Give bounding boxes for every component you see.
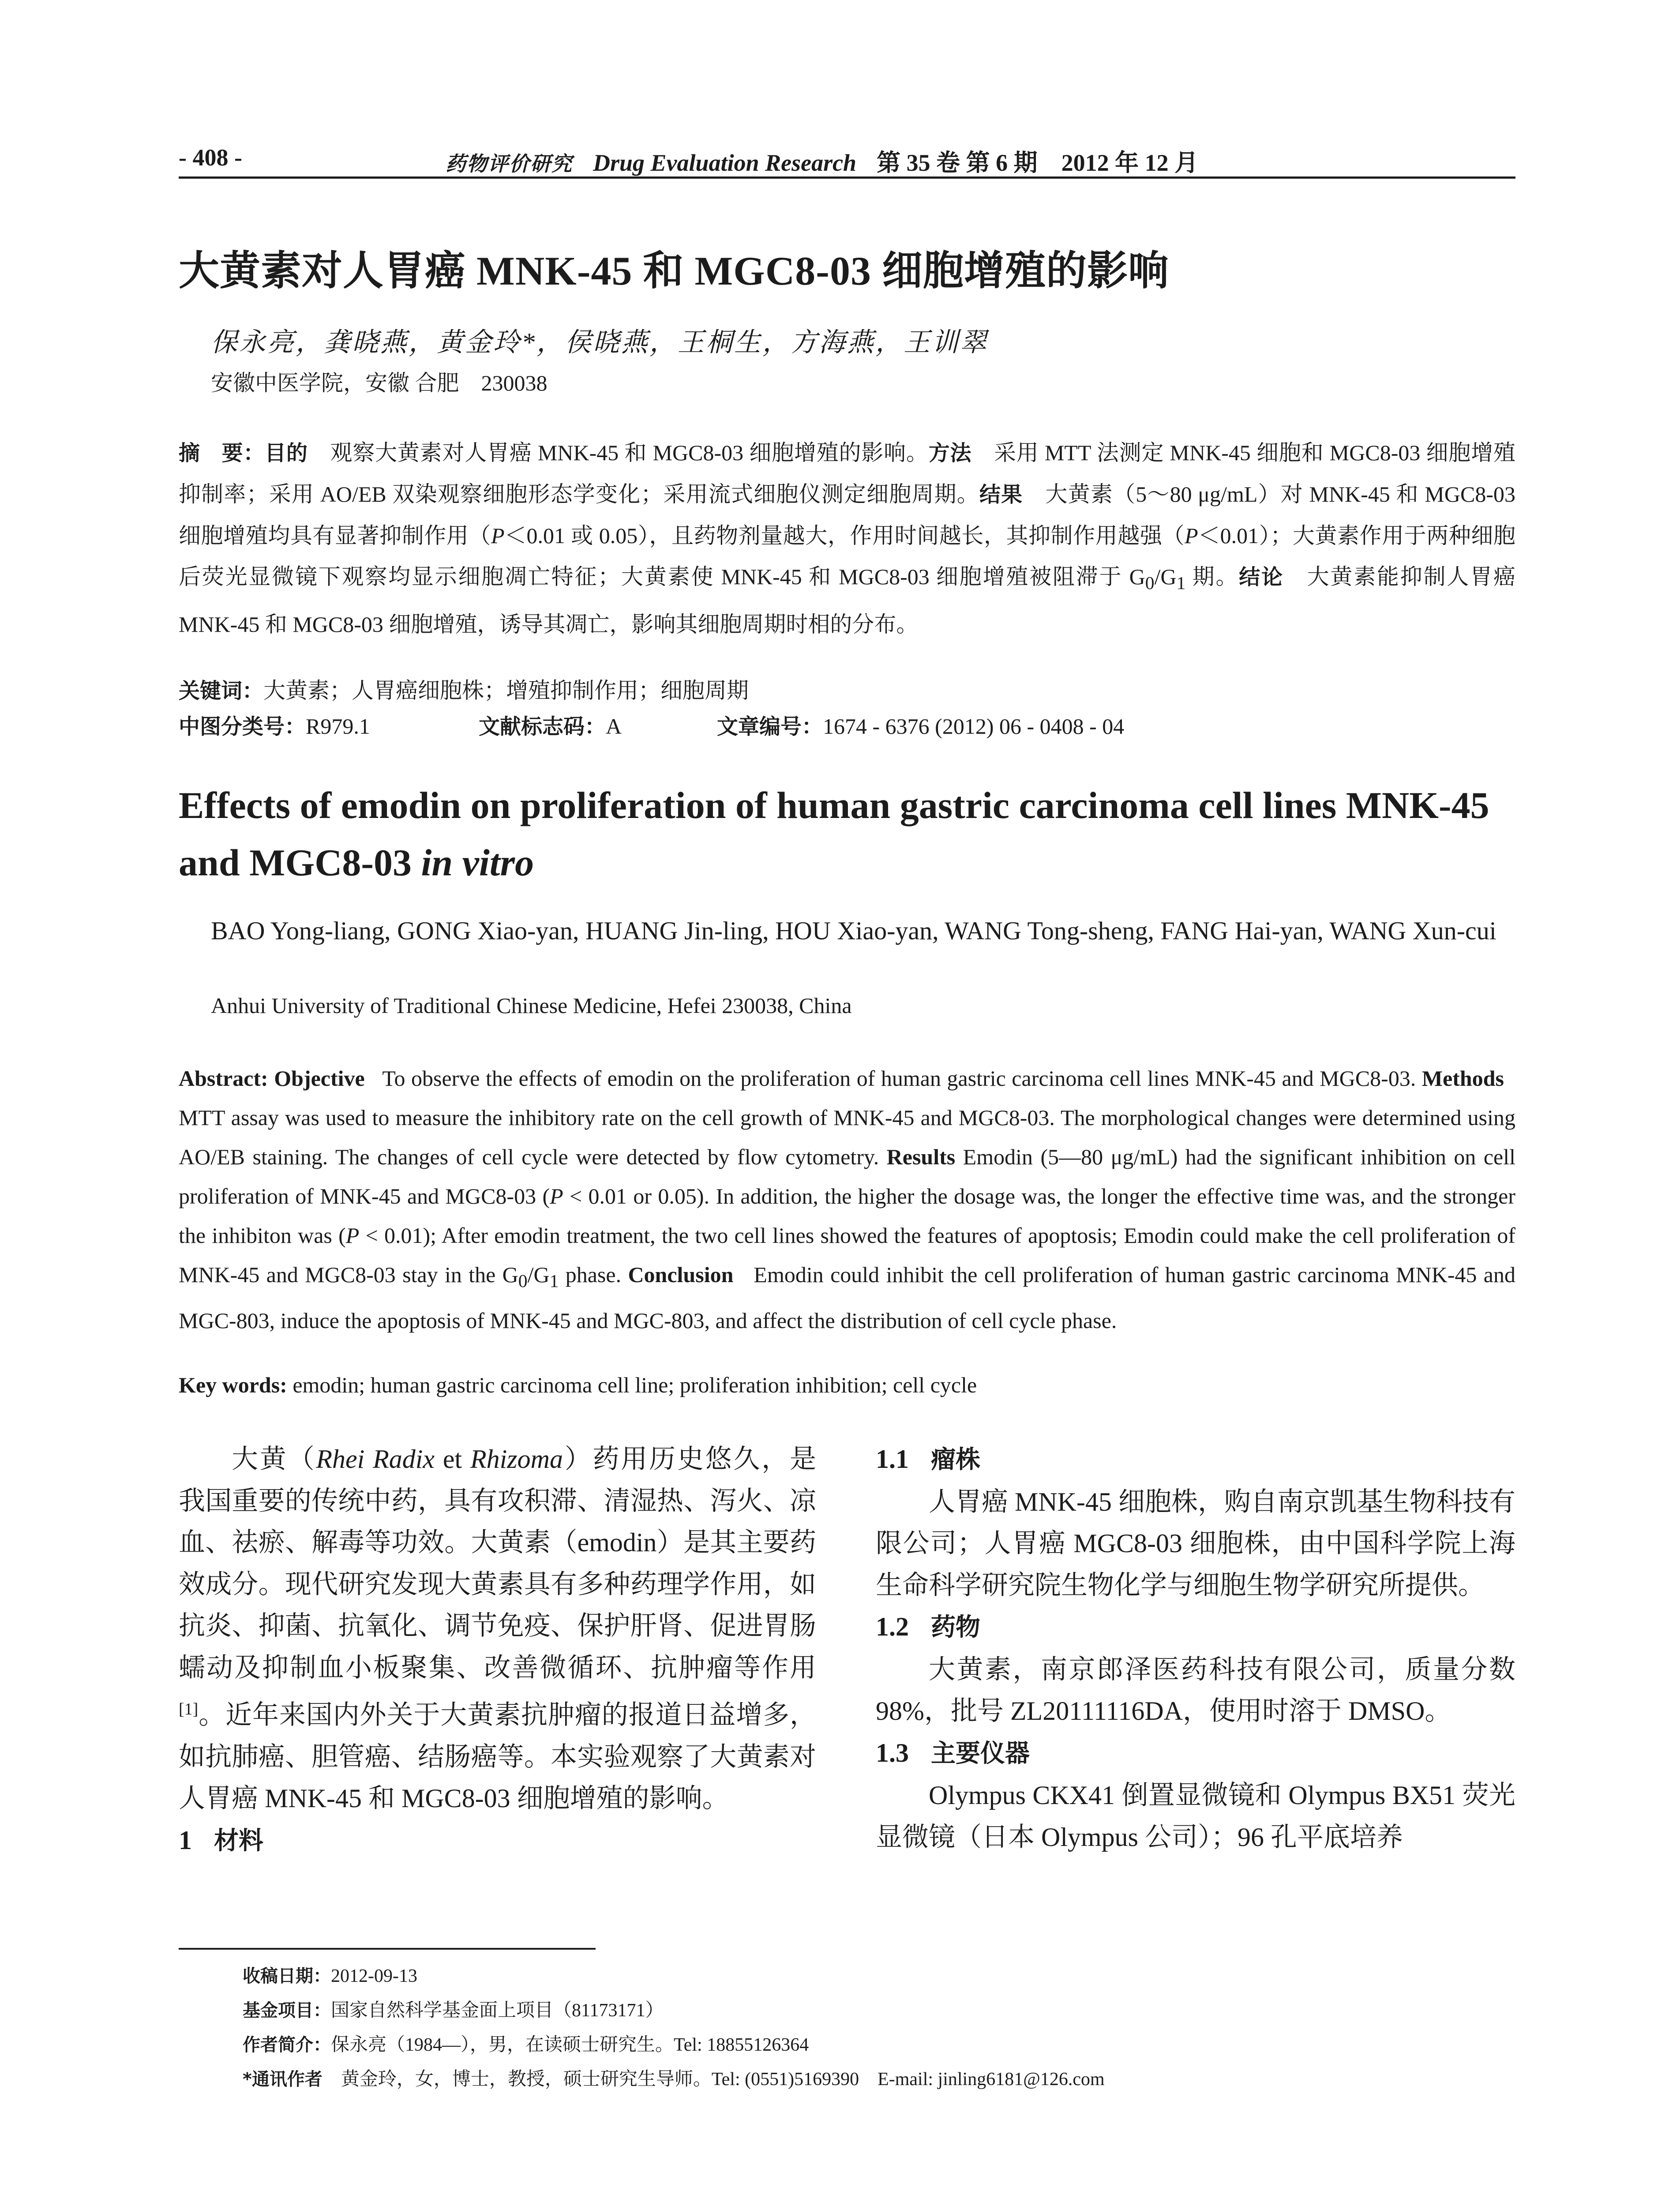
results-label-en: Results	[886, 1144, 956, 1169]
p-value-symbol: P	[491, 523, 505, 548]
footnote-corresponding	[243, 2062, 1522, 2097]
authors-cn: 保永亮，龚晓燕，黄金玲*，侯晓燕，王桐生，方海燕，王训翠	[211, 328, 988, 357]
intro-paragraph	[179, 1438, 816, 1820]
journal-header	[446, 144, 1198, 178]
intro-text: ）药用历史悠久，是我国重要的传统中药，具有攻积滞、清湿热、泻火、凉血、祛瘀、解毒等功效。大黄素（emodin）是其主要药效成分。现代研究发现大黄素具有多种药理学作用，如抗炎、抑菌、抗氧化、调节免疫、保护肝肾、促进胃肠蠕动及抑制血小板聚集、改善微循环、抗肿瘤等作用	[179, 1444, 817, 1682]
authors-en: BAO Yong-liang, GONG Xiao-yan, HUANG Jin-ling, HOU Xiao-yan, WANG Tong-sheng, FANG Hai-yan, WANG Xun-cui	[211, 916, 1496, 945]
p-value-symbol: P	[550, 1184, 563, 1208]
abstract-cn-label: 摘 要：	[179, 441, 265, 465]
doc-value: A	[606, 714, 622, 739]
results-cn-part: ＜0.01）；大黄素作用于两种细胞后荧光显微镜下观察均显示细胞凋亡特征；大黄素使 MNK-45 和 MGC8-03 细胞增殖被阻滞于 G	[179, 523, 1516, 589]
subscript: 1	[549, 1271, 559, 1291]
section-heading-1-3	[876, 1732, 1515, 1775]
footnote-text: 黄金玲，女，博士，教授，硕士研究生导师。Tel: (0551)5169390 E-mail: jinling6181@126.com	[322, 2069, 1105, 2090]
affiliation-en: Anhui University of Traditional Chinese Medicine, Hefei 230038, China	[211, 993, 852, 1018]
objective-en: To observe the effects of emodin on the proliferation of human gastric carcinoma cell lines MNK-45 and MGC8-03.	[382, 1066, 1416, 1091]
objective-label-en: Objective	[274, 1066, 365, 1091]
footnote-text: 保永亮（1984—），男，在读硕士研究生。Tel: 18855126364	[331, 2035, 809, 2055]
affiliation-cn: 安徽中医学院，安徽 合肥 230038	[211, 371, 548, 395]
methods-en: MTT assay was used to measure the inhibitory rate on the cell growth of MNK-45 and MGC8-03. The morphological changes were determined using AO/EB staining. The changes of cell cycle were detected by flow cytometry.	[179, 1105, 1515, 1169]
clc-label: 中图分类号：	[179, 714, 306, 739]
results-cn-part: ＜0.01 或 0.05），且药物剂量越大，作用时间越长，其抑制作用越强（	[504, 523, 1185, 548]
header-rule	[179, 176, 1515, 179]
abstract-cn	[179, 432, 1515, 645]
cell-lines-paragraph: 人胃癌 MNK-45 细胞株，购自南京凯基生物科技有限公司；人胃癌 MGC8-03 细胞株，由中国科学院上海生命科学研究院生物化学与细胞生物学研究所提供。	[876, 1487, 1515, 1600]
results-label-cn: 结果	[979, 482, 1023, 507]
results-en-part: < 0.01); After emodin treatment, the two cell lines showed the features of apoptosis; Emodin could make the cell proliferation of MNK-45 and MGC8-03 stay in the G	[179, 1223, 1515, 1287]
section-heading-1-1	[876, 1438, 1515, 1481]
footnote-author	[243, 2028, 1522, 2062]
results-cn-part: 期。	[1185, 564, 1239, 589]
title-en-italic: in vitro	[421, 841, 534, 884]
section-title: 主要仪器	[931, 1739, 1030, 1768]
conclusion-cn: 大黄素能抑制人胃癌 MNK-45 和 MGC8-03 细胞增殖，诱导其凋亡，影响其细胞周期时相的分布。	[179, 564, 1516, 637]
footnote-label: 收稿日期：	[243, 1966, 331, 1986]
footnote-fund	[243, 1993, 1522, 2028]
subscript: 0	[1145, 573, 1155, 593]
keywords-cn-text: 大黄素；人胃癌细胞株；增殖抑制作用；细胞周期	[263, 678, 749, 703]
footnote-received	[243, 1959, 1522, 1993]
keywords-en-label: Key words:	[179, 1373, 287, 1397]
doc-label: 文献标志码：	[479, 714, 606, 739]
subscript: 0	[518, 1271, 528, 1291]
article-title-en	[179, 777, 1515, 891]
section-title: 药物	[931, 1613, 980, 1642]
footnote-label: *通讯作者	[243, 2069, 322, 2090]
drugs-paragraph: 大黄素，南京郎泽医药科技有限公司，质量分数 98%，批号 ZL20111116DA，使用时溶于 DMSO。	[876, 1654, 1515, 1726]
clc-value: R979.1	[306, 714, 370, 739]
results-en-part: phase.	[559, 1262, 622, 1287]
latin-name: Rhizoma	[470, 1444, 563, 1474]
journal-logo: 药物评价研究	[446, 152, 573, 176]
objective-label-cn: 目的	[265, 441, 308, 465]
citation-ref: [1]	[179, 1700, 199, 1718]
methods-label-cn: 方法	[928, 441, 972, 465]
keywords-cn	[179, 671, 1515, 711]
body-left-column	[179, 1438, 816, 1862]
abstract-en	[179, 1059, 1515, 1340]
p-value-symbol: P	[345, 1223, 360, 1248]
footnote-label: 基金项目：	[243, 2000, 331, 2021]
conclusion-label-en: Conclusion	[628, 1262, 734, 1287]
section-heading-1	[179, 1820, 816, 1862]
instruments-paragraph: Olympus CKX41 倒置显微镜和 Olympus BX51 荧光显微镜（日本 Olympus 公司）；96 孔平底培养	[876, 1781, 1515, 1852]
methods-cn: 采用 MTT 法测定 MNK-45 细胞和 MGC8-03 细胞增殖抑制率；采用 AO/EB 双染观察细胞形态学变化；采用流式细胞仪测定细胞周期。	[179, 440, 1515, 506]
abstract-en-label: Abstract:	[179, 1066, 268, 1091]
section-title: 瘤株	[931, 1445, 980, 1474]
results-en-part: /G	[527, 1262, 550, 1287]
body-right-column	[876, 1438, 1515, 1858]
subscript: 1	[1176, 573, 1186, 593]
results-cn-part: 大黄素（5～80 μg/mL）对 MNK-45 和 MGC8-03 细胞增殖均具有显著抑制作用（	[179, 482, 1515, 548]
keywords-en-text: emodin; human gastric carcinoma cell line; proliferation inhibition; cell cycle	[292, 1373, 977, 1397]
article-number	[717, 709, 1124, 740]
section-number: 1.1	[876, 1444, 909, 1474]
results-en-part: < 0.01 or 0.05). In addition, the higher the dosage was, the longer the effective time was, and the stronger the inhibiton was (	[179, 1184, 1515, 1248]
section-number: 1	[179, 1825, 192, 1855]
p-value-symbol: P	[1185, 523, 1198, 548]
document-code	[479, 709, 622, 740]
keywords-cn-label: 关键词：	[179, 679, 264, 703]
intro-text: 。近年来国内外关于大黄素抗肿瘤的报道日益增多，如抗肺癌、胆管癌、结肠癌等。本实验观察了大黄素对人胃癌 MNK-45 和 MGC8-03 细胞增殖的影响。	[179, 1700, 816, 1813]
intro-text: 大黄（	[232, 1444, 316, 1474]
art-value: 1674 - 6376 (2012) 06 - 0408 - 04	[823, 714, 1125, 739]
latin-name: Rhei Radix	[316, 1444, 435, 1474]
section-title: 材料	[214, 1826, 263, 1855]
article-title-cn: 大黄素对人胃癌 MNK-45 和 MGC8-03 细胞增殖的影响	[179, 248, 1169, 293]
art-label: 文章编号：	[717, 714, 823, 739]
issue-info: 第 35 卷 第 6 期 2012 年 12 月	[877, 150, 1199, 176]
keywords-en	[179, 1372, 1515, 1398]
objective-cn: 观察大黄素对人胃癌 MNK-45 和 MGC8-03 细胞增殖的影响。	[330, 440, 929, 465]
section-number: 1.3	[876, 1738, 909, 1767]
journal-name: Drug Evaluation Research	[593, 150, 857, 176]
results-cn-part: /G	[1154, 564, 1177, 589]
intro-text: et	[435, 1444, 470, 1474]
section-number: 1.2	[876, 1612, 909, 1641]
running-header	[179, 140, 1515, 176]
methods-label-en: Methods	[1421, 1066, 1504, 1091]
title-en-main: Effects of emodin on proliferation of human gastric carcinoma cell lines MNK-45 and MGC8-03	[179, 784, 1489, 884]
footnote-label: 作者简介：	[243, 2035, 331, 2055]
clc-code	[179, 709, 370, 740]
section-heading-1-2	[876, 1606, 1515, 1649]
results-en-part: Emodin (5―80 μg/mL) had the significant inhibition on cell proliferation of MNK-45 and MGC8-03 (	[179, 1144, 1516, 1208]
footnote-text: 国家自然科学基金面上项目（81173171）	[331, 2000, 664, 2021]
conclusion-en: Emodin could inhibit the cell proliferation of human gastric carcinoma MNK-45 and MGC-803, induce the apoptosis of MNK-45 and MGC-803, and affect the distribution of cell cycle phase.	[179, 1262, 1516, 1333]
conclusion-label-cn: 结论	[1239, 565, 1284, 589]
footnotes	[243, 1959, 1522, 2097]
footnote-text: 2012-09-13	[331, 1966, 417, 1986]
page-number: - 408 -	[179, 144, 242, 171]
footnote-rule	[179, 1948, 596, 1950]
